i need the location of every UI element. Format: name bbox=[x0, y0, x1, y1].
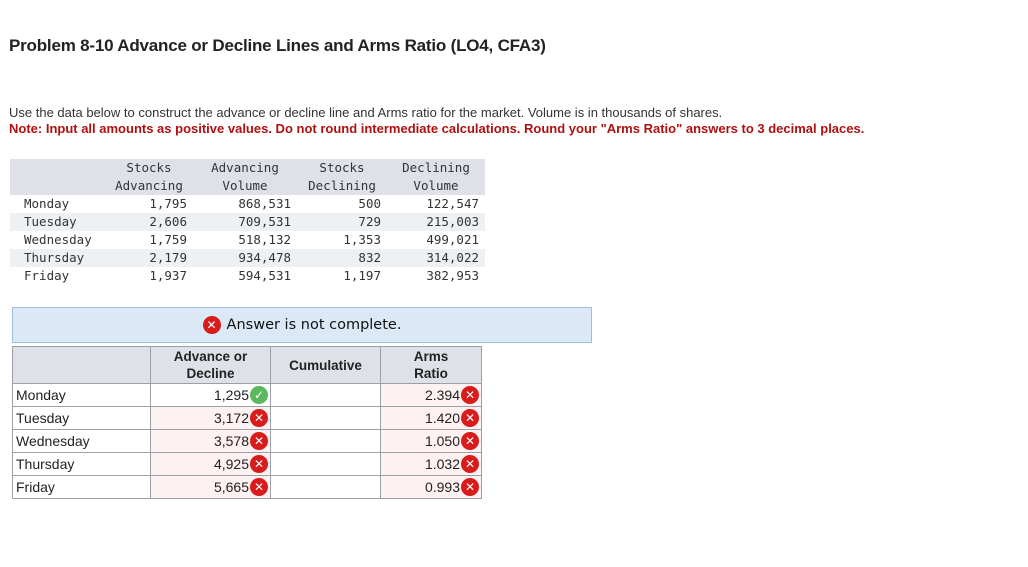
input-value: 2.394 bbox=[424, 387, 460, 403]
advance-decline-input[interactable] bbox=[151, 476, 271, 499]
input-value: 1.420 bbox=[424, 410, 460, 426]
input-value: 0.993 bbox=[424, 479, 460, 495]
stocks-advancing-value: 1,937 bbox=[149, 268, 187, 283]
checkmark-icon: ✓ bbox=[250, 386, 268, 404]
input-value: 5,665 bbox=[213, 479, 249, 495]
header-stocks-advancing: Stocks Advancing bbox=[105, 159, 193, 195]
x-circle-icon: ✕ bbox=[461, 386, 479, 404]
header-declining-volume: Declining Volume bbox=[387, 159, 485, 195]
answer-day-label: Tuesday bbox=[13, 407, 151, 430]
cumulative-input[interactable] bbox=[271, 453, 381, 476]
x-circle-icon: ✕ bbox=[250, 409, 268, 427]
x-circle-icon: ✕ bbox=[461, 432, 479, 450]
table-row bbox=[10, 249, 485, 267]
advance-decline-input[interactable] bbox=[151, 430, 271, 453]
x-circle-icon: ✕ bbox=[250, 455, 268, 473]
table-row bbox=[10, 213, 485, 231]
instructions-text: Use the data below to construct the advance or decline line and Arms ratio for the market. Volume is in thousands of shares. bbox=[9, 105, 723, 120]
x-circle-icon: ✕ bbox=[250, 478, 268, 496]
arms-ratio-input[interactable] bbox=[381, 430, 482, 453]
stocks-declining-value: 729 bbox=[297, 213, 387, 231]
declining-volume-value: 382,953 bbox=[426, 268, 479, 283]
x-circle-icon: ✕ bbox=[250, 432, 268, 450]
market-data-table bbox=[10, 159, 485, 285]
input-value: 1,295 bbox=[213, 387, 249, 403]
stocks-advancing-value: 1,795 bbox=[149, 196, 187, 211]
header-blank bbox=[10, 159, 105, 195]
table-row bbox=[10, 231, 485, 249]
declining-volume-value: 499,021 bbox=[426, 232, 479, 247]
day-label: Tuesday bbox=[10, 213, 105, 231]
data-header-row bbox=[10, 159, 485, 195]
answer-row bbox=[13, 476, 482, 499]
stocks-declining-value: 1,197 bbox=[343, 268, 381, 283]
x-circle-icon: ✕ bbox=[461, 455, 479, 473]
input-value: 3,578 bbox=[213, 433, 249, 449]
x-circle-icon: ✕ bbox=[461, 478, 479, 496]
header-advance-or-decline: Advance or Decline bbox=[151, 347, 271, 384]
cumulative-input[interactable] bbox=[271, 430, 381, 453]
answer-header-row bbox=[13, 347, 482, 384]
advance-decline-input[interactable] bbox=[151, 384, 271, 407]
arms-ratio-input[interactable] bbox=[381, 407, 482, 430]
header-advancing-volume: Advancing Volume bbox=[193, 159, 297, 195]
answer-day-label: Friday bbox=[13, 476, 151, 499]
advancing-volume-value: 934,478 bbox=[193, 249, 297, 267]
advancing-volume-value: 594,531 bbox=[238, 268, 291, 283]
advancing-volume-value: 868,531 bbox=[238, 196, 291, 211]
advance-decline-input[interactable] bbox=[151, 453, 271, 476]
answer-row bbox=[13, 384, 482, 407]
answer-table bbox=[12, 346, 482, 499]
day-label: Monday bbox=[24, 196, 70, 211]
cumulative-input[interactable] bbox=[271, 384, 381, 407]
answer-day-label: Thursday bbox=[13, 453, 151, 476]
answer-day-label: Monday bbox=[13, 384, 151, 407]
cumulative-input[interactable] bbox=[271, 476, 381, 499]
answer-status-banner bbox=[12, 307, 592, 343]
answer-row bbox=[13, 430, 482, 453]
input-value: 1.032 bbox=[424, 456, 460, 472]
header-cumulative: Cumulative bbox=[271, 347, 381, 384]
declining-volume-value: 122,547 bbox=[426, 196, 479, 211]
day-label: Wednesday bbox=[24, 232, 92, 247]
input-value: 1.050 bbox=[424, 433, 460, 449]
arms-ratio-input[interactable] bbox=[381, 476, 482, 499]
answer-status-text: Answer is not complete. bbox=[226, 317, 402, 333]
cumulative-input[interactable] bbox=[271, 407, 381, 430]
stocks-advancing-value: 2,179 bbox=[105, 249, 193, 267]
x-circle-icon: ✕ bbox=[203, 316, 221, 334]
table-row bbox=[10, 195, 485, 213]
instructions-block bbox=[9, 105, 864, 137]
stocks-advancing-value: 1,759 bbox=[149, 232, 187, 247]
arms-ratio-input[interactable] bbox=[381, 453, 482, 476]
stocks-advancing-value: 2,606 bbox=[105, 213, 193, 231]
page-title: Problem 8-10 Advance or Decline Lines and Arms Ratio (LO4, CFA3) bbox=[9, 36, 546, 55]
answer-row bbox=[13, 453, 482, 476]
answer-day-label: Wednesday bbox=[13, 430, 151, 453]
advancing-volume-value: 518,132 bbox=[238, 232, 291, 247]
table-row bbox=[10, 267, 485, 285]
answer-header-blank bbox=[13, 347, 151, 384]
stocks-declining-value: 1,353 bbox=[343, 232, 381, 247]
stocks-declining-value: 832 bbox=[297, 249, 387, 267]
advancing-volume-value: 709,531 bbox=[193, 213, 297, 231]
header-stocks-declining: Stocks Declining bbox=[297, 159, 387, 195]
day-label: Friday bbox=[24, 268, 70, 283]
arms-ratio-input[interactable] bbox=[381, 384, 482, 407]
answer-row bbox=[13, 407, 482, 430]
declining-volume-value: 314,022 bbox=[387, 249, 485, 267]
advance-decline-input[interactable] bbox=[151, 407, 271, 430]
input-value: 4,925 bbox=[213, 456, 249, 472]
note-text: Note: Input all amounts as positive values. Do not round intermediate calculations. Round your "Arms Ratio" answers to 3 decimal places. bbox=[9, 121, 865, 136]
input-value: 3,172 bbox=[213, 410, 249, 426]
stocks-declining-value: 500 bbox=[358, 196, 381, 211]
declining-volume-value: 215,003 bbox=[387, 213, 485, 231]
header-arms-ratio: Arms Ratio bbox=[381, 347, 482, 384]
day-label: Thursday bbox=[10, 249, 105, 267]
x-circle-icon: ✕ bbox=[461, 409, 479, 427]
